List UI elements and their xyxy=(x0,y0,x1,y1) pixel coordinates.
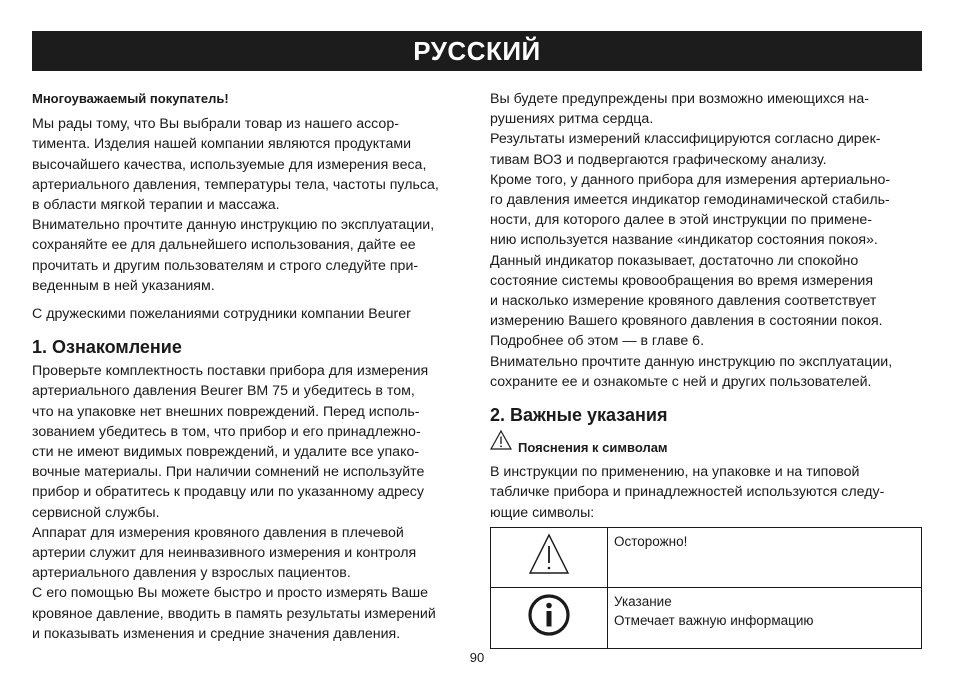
text-line: Внимательно прочтите данную инструкцию по эксплуатации, xyxy=(490,353,893,370)
text-line: Внимательно прочтите данную инструкцию по эксплуатации, xyxy=(32,217,435,234)
text-line: зованием убедитесь в том, что прибор и его принадлежно- xyxy=(32,423,421,440)
text-line: Проверьте комплектность поставки прибора для измерения xyxy=(32,363,429,380)
language-banner xyxy=(32,31,922,71)
text-line: прочитать и другим пользователям и строго следуйте при- xyxy=(32,257,419,274)
text-line: что на упаковке нет внешних повреждений. Перед исполь- xyxy=(32,403,420,420)
right-column xyxy=(490,89,922,649)
text-line: прибор и обратитесь к продавцу или по указанному адресу xyxy=(32,484,424,501)
text-line: артериального давления, температуры тела, частоты пульса, xyxy=(32,176,439,193)
text-line: табличке прибора и принадлежностей используются следу- xyxy=(490,484,885,501)
table-row xyxy=(491,527,922,587)
text-line: измерению Вашего кровяного давления в состоянии покоя. xyxy=(490,313,883,330)
symbol-description: Отмечает важную информацию xyxy=(614,612,814,628)
symbols-table xyxy=(490,527,922,649)
text-line: Вы будете предупреждены при возможно имеющихся на- xyxy=(490,91,869,107)
text-line: нию используется название «индикатор состояния покоя». xyxy=(490,232,878,249)
section-1-title: 1. Ознакомление xyxy=(32,337,182,358)
text-line: артерии служит для неинвазивного измерения и контроля xyxy=(32,545,417,562)
text-line: В инструкции по применению, на упаковке и на типовой xyxy=(490,464,860,481)
warning-triangle-icon xyxy=(527,564,571,580)
warning-triangle-icon xyxy=(490,430,512,456)
symbol-title: Указание xyxy=(614,593,672,609)
text-line: состояние системы кровообращения во время измерения xyxy=(490,272,874,289)
description-cell xyxy=(608,587,922,648)
text-line: сохраните ее и ознакомьте с ней и других пользователей. xyxy=(490,373,872,390)
text-line: Результаты измерений классифицируются согласно дирек- xyxy=(490,131,881,148)
intro-paragraph xyxy=(32,114,466,296)
text-line: сервисной службы. xyxy=(32,504,160,521)
text-line: Данный индикатор показывает, достаточно ли спокойно xyxy=(490,252,859,269)
text-line: вочные материалы. При наличии сомнений не используйте xyxy=(32,464,425,481)
info-circle-icon xyxy=(527,625,571,641)
text-line: Подробнее об этом — в главе 6. xyxy=(490,333,705,350)
text-line: ющие символы: xyxy=(490,504,595,521)
text-line: Аппарат для измерения кровяного давления в плечевой xyxy=(32,524,404,541)
section-1-paragraph xyxy=(32,361,466,644)
text-line: артериального давления у взрослых пациентов. xyxy=(32,565,351,582)
text-line: сохраняйте ее для дальнейшего использования, дайте ее xyxy=(32,237,416,254)
text-line: тимента. Изделия нашей компании являются продуктами xyxy=(32,136,412,153)
left-column xyxy=(32,89,466,644)
text-line: кровяное давление, вводить в память результаты измерений xyxy=(32,605,436,622)
text-line: Кроме того, у данного прибора для измерения артериально- xyxy=(490,171,891,188)
text-line: и показывать изменения и средние значения давления. xyxy=(32,625,401,642)
text-line: рушениях ритма сердца. xyxy=(490,111,654,128)
table-row xyxy=(491,587,922,648)
text-line: Мы рады тому, что Вы выбрали товар из нашего ассор- xyxy=(32,116,399,133)
text-line: С его помощью Вы можете быстро и просто измерять Ваше xyxy=(32,585,428,602)
right-paragraph xyxy=(490,89,922,392)
symbol-title: Осторожно! xyxy=(614,533,688,549)
symbols-label: Пояснения к символам xyxy=(518,440,668,456)
symbol-cell xyxy=(491,587,608,648)
section-2-title: 2. Важные указания xyxy=(490,405,668,426)
text-line: ности, для которого далее в этой инструкции по примене- xyxy=(490,212,873,229)
text-line: артериального давления Beurer BM 75 и убедитесь в том, xyxy=(32,383,415,400)
text-line: в области мягкой терапии и массажа. xyxy=(32,197,280,214)
text-line: тивам ВОЗ и подвергаются графическому анализу. xyxy=(490,151,827,168)
symbols-heading xyxy=(490,430,922,456)
regards-line: С дружескими пожеланиями сотрудники компании Beurer xyxy=(32,306,411,323)
spacer xyxy=(32,296,466,304)
text-line: веденным в ней указаниям. xyxy=(32,277,215,294)
description-cell xyxy=(608,527,922,587)
symbol-cell xyxy=(491,527,608,587)
text-line: го давления имеется индикатор гемодинамической стабиль- xyxy=(490,192,890,209)
page-number: 90 xyxy=(469,650,485,665)
text-line: высочайшего качества, используемые для измерения веса, xyxy=(32,156,427,173)
banner-title: РУССКИЙ xyxy=(413,35,541,66)
symbols-intro xyxy=(490,462,922,523)
greeting: Многоуважаемый покупатель! xyxy=(32,91,229,106)
text-line: и насколько измерение кровяного давления соответствует xyxy=(490,293,877,310)
text-line: сти не имеют видимых повреждений, и удалите все упако- xyxy=(32,444,420,461)
